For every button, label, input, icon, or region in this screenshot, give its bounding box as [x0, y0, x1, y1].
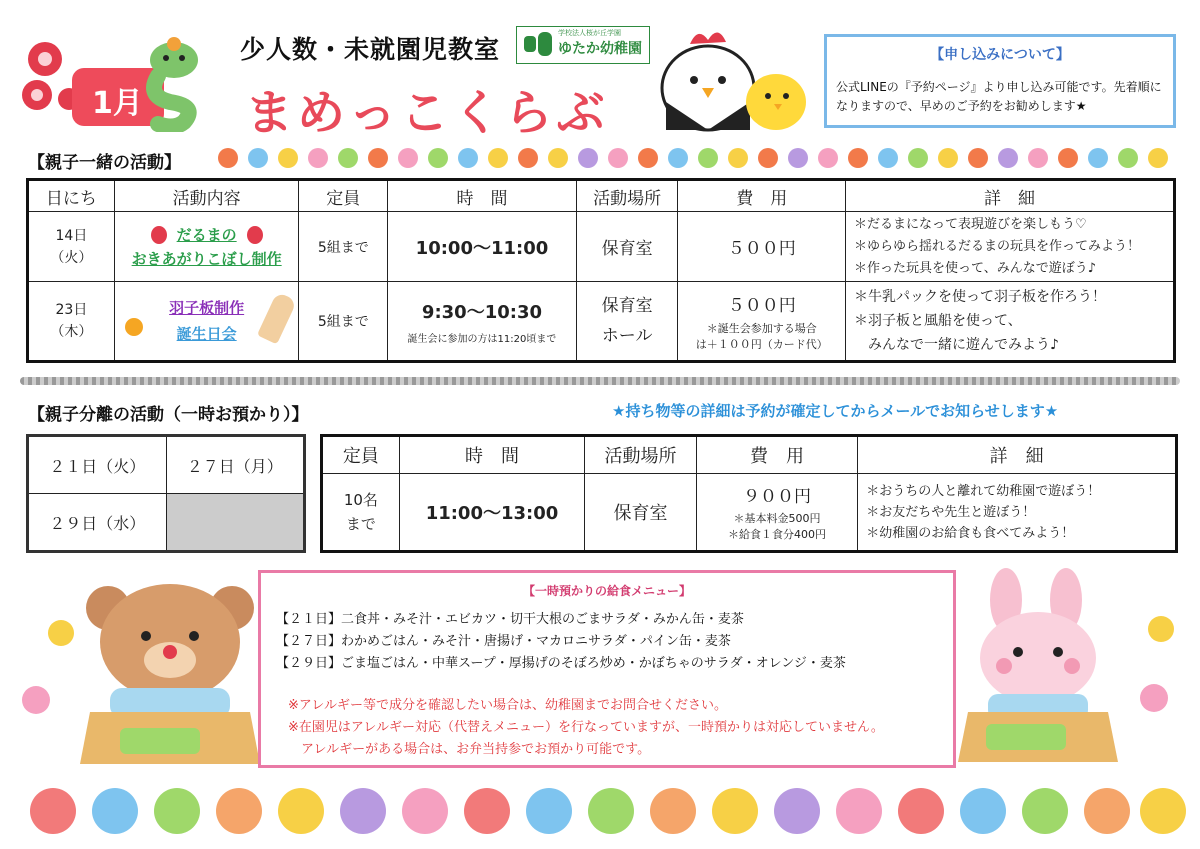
header-fee: 費 用: [696, 436, 857, 474]
activity-line2: おきあがりこぼし制作: [131, 249, 282, 268]
section2-info: ★持ち物等の詳細は予約が確定してからメールでお知らせします★: [612, 402, 1059, 420]
fee-note: ＊誕生会参加する場合: [706, 321, 817, 335]
row-activity: [114, 282, 299, 362]
day-text: （木）: [50, 324, 93, 340]
detail-line: ＊お友だちや先生と遊ぼう！: [866, 504, 1036, 520]
date-cell: ２７日（月）: [166, 436, 305, 494]
table-row: [28, 436, 305, 494]
row-place: 保育室: [576, 212, 678, 282]
detail-line: ＊ゆらゆら揺れるだるまの玩具を作ってみよう！: [854, 238, 1141, 254]
row-capacity: 5組まで: [299, 282, 388, 362]
row-capacity: [322, 474, 400, 552]
header-capacity: 定員: [299, 180, 388, 212]
bear-icon: [80, 572, 260, 764]
time-text: 9:30〜10:30: [421, 301, 542, 323]
menu-item: 【２１日】二食丼・みそ汁・エビカツ・切干大根のごまサラダ・みかん缶・麦茶: [276, 612, 744, 627]
header-details: 詳 細: [858, 436, 1177, 474]
table-row: [28, 494, 305, 552]
childcare-detail-table: [320, 434, 1178, 553]
table-row: [28, 282, 1175, 362]
row-details: [858, 474, 1177, 552]
table-row: [322, 474, 1177, 552]
menu-note: ※アレルギー等で成分を確認したい場合は、幼稚園までお問合せください。: [288, 698, 728, 713]
logo-kindergarten-name: ゆたか幼稚園: [558, 41, 642, 57]
empty-cell: [166, 494, 305, 552]
row-place: 保育室: [585, 474, 697, 552]
fee-note: ＊基本料金500円: [733, 512, 821, 525]
fee-note: ＊給食１食分400円: [728, 528, 827, 541]
detail-line: ＊羽子板と風船を使って、: [854, 313, 1022, 329]
fee-text: ９００円: [743, 487, 812, 507]
header-activity: 活動内容: [114, 180, 299, 212]
detail-line: ＊牛乳パックを使って羽子板を作ろう！: [854, 289, 1106, 305]
daruma-icon: [151, 226, 167, 244]
snake-icon: [140, 36, 210, 132]
activity-line1: だるまの: [176, 225, 237, 244]
table-header-row: [28, 180, 1175, 212]
time-note: 誕生会に参加の方は11:20頃まで: [407, 333, 557, 345]
daruma-icon: [247, 226, 263, 244]
header-date: 日にち: [28, 180, 115, 212]
table-header-row: [322, 436, 1177, 474]
dotted-divider: [20, 377, 1180, 385]
menu-item: 【２９日】ごま塩ごはん・中華スープ・厚揚げのそぼろ炒め・かぼちゃのサラダ・オレンジ・麦茶: [276, 656, 846, 671]
row-date: [28, 282, 115, 362]
date-text: 14日: [55, 227, 88, 244]
row-capacity: 5組まで: [299, 212, 388, 282]
detail-line: ＊作った玩具を使って、みんなで遊ぼう♪: [854, 260, 1097, 276]
row-time: 11:00〜13:00: [399, 474, 585, 552]
activity-line1: 羽子板制作: [169, 299, 245, 317]
header-fee: 費 用: [678, 180, 846, 212]
row-time: [388, 282, 577, 362]
row-details: [846, 212, 1175, 282]
month-label: 1月: [92, 86, 143, 121]
date-cell: ２１日（火）: [28, 436, 167, 494]
fee-note: は＋１００円（カード代）: [695, 337, 828, 351]
notice-body: 公式LINEの『予約ページ』より申し込み可能です。先着順になりますので、早めのご予約をお勧めします★: [836, 80, 1162, 113]
fee-text: ５００円: [727, 295, 796, 316]
detail-line: ＊だるまになって表現遊びを楽しもう♡: [854, 216, 1087, 232]
table-row: [28, 212, 1175, 282]
detail-line: ＊幼稚園のお給食も食べてみよう！: [866, 525, 1075, 541]
menu-note: ※在園児はアレルギー対応（代替えメニュー）を行なっていますが、一時預かりは対応していません。: [288, 720, 884, 735]
row-time: 10:00〜11:00: [388, 212, 577, 282]
header-time: 時 間: [399, 436, 585, 474]
parent-child-activity-table: [26, 178, 1176, 363]
menu-note: アレルギーがある場合は、お弁当持参でお預かり可能です。: [288, 742, 651, 757]
rooster-icon: [648, 16, 816, 132]
section2-title: 【親子分離の活動（一時お預かり）】: [28, 405, 309, 425]
header-details: 詳 細: [846, 180, 1175, 212]
row-date: [28, 212, 115, 282]
menu-item: 【２７日】わかめごはん・みそ汁・唐揚げ・マカロニサラダ・パイン缶・麦茶: [276, 634, 731, 649]
section1-title: 【親子一緒の活動】: [28, 153, 181, 173]
row-fee: ５００円: [678, 212, 846, 282]
menu-title: 【一時預かりの給食メニュー】: [522, 584, 691, 598]
rabbit-icon: [958, 566, 1118, 762]
row-fee: [696, 474, 857, 552]
row-place: [576, 282, 678, 362]
row-fee: [678, 282, 846, 362]
logo-school-name: 学校法人桜が丘学園: [558, 29, 621, 37]
logo-mark-icon: [522, 30, 554, 58]
flower-ornament-icon: [125, 318, 143, 336]
notice-title: 【申し込みについて】: [930, 47, 1070, 63]
row-activity: [114, 212, 299, 282]
childcare-dates-table: [26, 434, 306, 553]
page-title: まめっこくらぶ: [245, 85, 609, 141]
header-time: 時 間: [388, 180, 577, 212]
header-place: 活動場所: [585, 436, 697, 474]
detail-line: みんなで一緒に遊んでみよう♪: [854, 337, 1059, 353]
header-place: 活動場所: [576, 180, 678, 212]
date-cell: ２９日（水）: [28, 494, 167, 552]
row-details: [846, 282, 1175, 362]
place-line: ホール: [601, 326, 653, 346]
day-text: （火）: [50, 249, 93, 266]
capacity-line: 10名: [343, 491, 378, 509]
header-capacity: 定員: [322, 436, 400, 474]
detail-line: ＊おうちの人と離れて幼稚園で遊ぼう！: [866, 483, 1101, 499]
date-text: 23日: [55, 302, 88, 318]
subtitle: 少人数・未就園児教室: [240, 35, 501, 64]
capacity-line: まで: [345, 515, 376, 533]
activity-line2: 誕生日会: [176, 325, 237, 343]
place-line: 保育室: [601, 296, 653, 316]
